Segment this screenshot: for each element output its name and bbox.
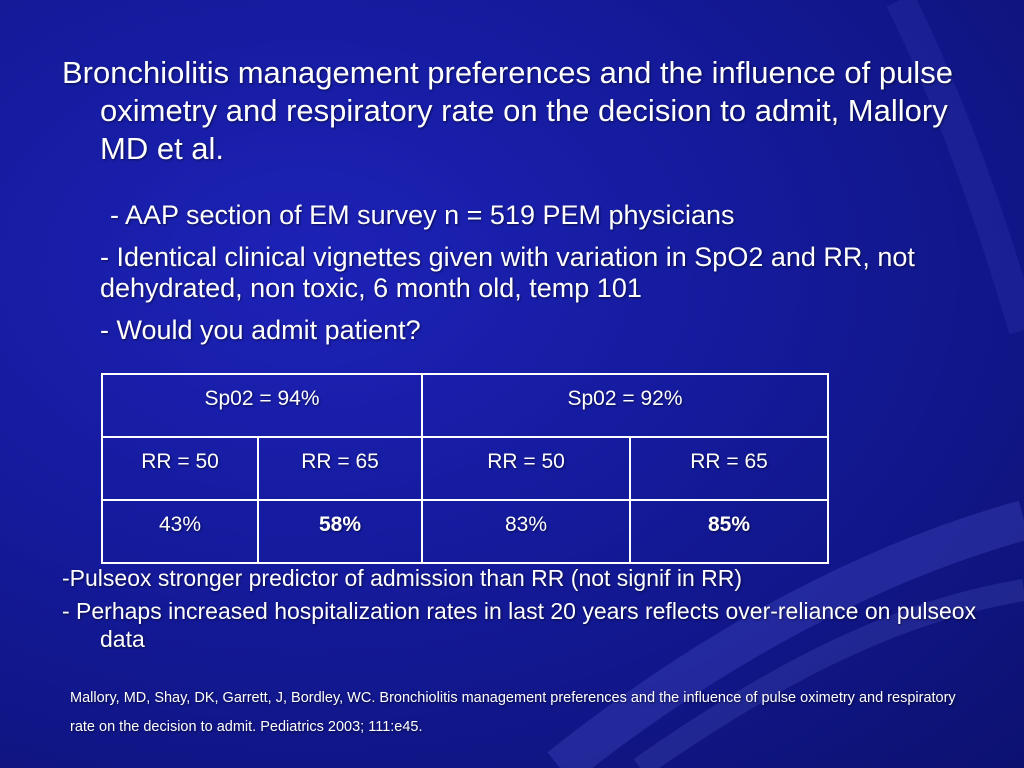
table-header-row bbox=[102, 374, 828, 437]
citation: Mallory, MD, Shay, DK, Garrett, J, Bordley, WC. Bronchiolitis management preferences and the influence of pulse oximetry and respiratory rate on the decision to admit. Pediatrics 2003; 111:e45. bbox=[70, 690, 956, 735]
header-spo2-94: Sp02 = 94% bbox=[102, 374, 422, 437]
value-cell-bold: 85% bbox=[630, 500, 828, 563]
subheader-rr-50-a: RR = 50 bbox=[102, 437, 258, 500]
table-subheader-row bbox=[102, 437, 828, 500]
bullet-vignettes: - Identical clinical vignettes given with variation in SpO2 and RR, not dehydrated, non toxic, 6 month old, temp 101 bbox=[100, 242, 915, 303]
header-spo2-92: Sp02 = 92% bbox=[422, 374, 828, 437]
bullet-question: - Would you admit patient? bbox=[100, 315, 421, 345]
subheader-rr-50-b: RR = 50 bbox=[422, 437, 630, 500]
note-pulseox-predictor: -Pulseox stronger predictor of admission than RR (not signif in RR) bbox=[62, 565, 743, 591]
subheader-rr-65-a: RR = 65 bbox=[258, 437, 422, 500]
subheader-rr-65-b: RR = 65 bbox=[630, 437, 828, 500]
slide-title: Bronchiolitis management preferences and the influence of pulse oximetry and respiratory rate on the decision to admit, Mallory MD et al. bbox=[62, 55, 953, 166]
value-cell: 43% bbox=[102, 500, 258, 563]
admission-rates-table bbox=[101, 373, 829, 564]
value-cell: 83% bbox=[422, 500, 630, 563]
table-row bbox=[102, 500, 828, 563]
value-cell-bold: 58% bbox=[258, 500, 422, 563]
note-hospitalization-rates: - Perhaps increased hospitalization rates in last 20 years reflects over-reliance on pulseox data bbox=[62, 598, 977, 652]
bullet-survey: - AAP section of EM survey n = 519 PEM physicians bbox=[110, 200, 735, 230]
